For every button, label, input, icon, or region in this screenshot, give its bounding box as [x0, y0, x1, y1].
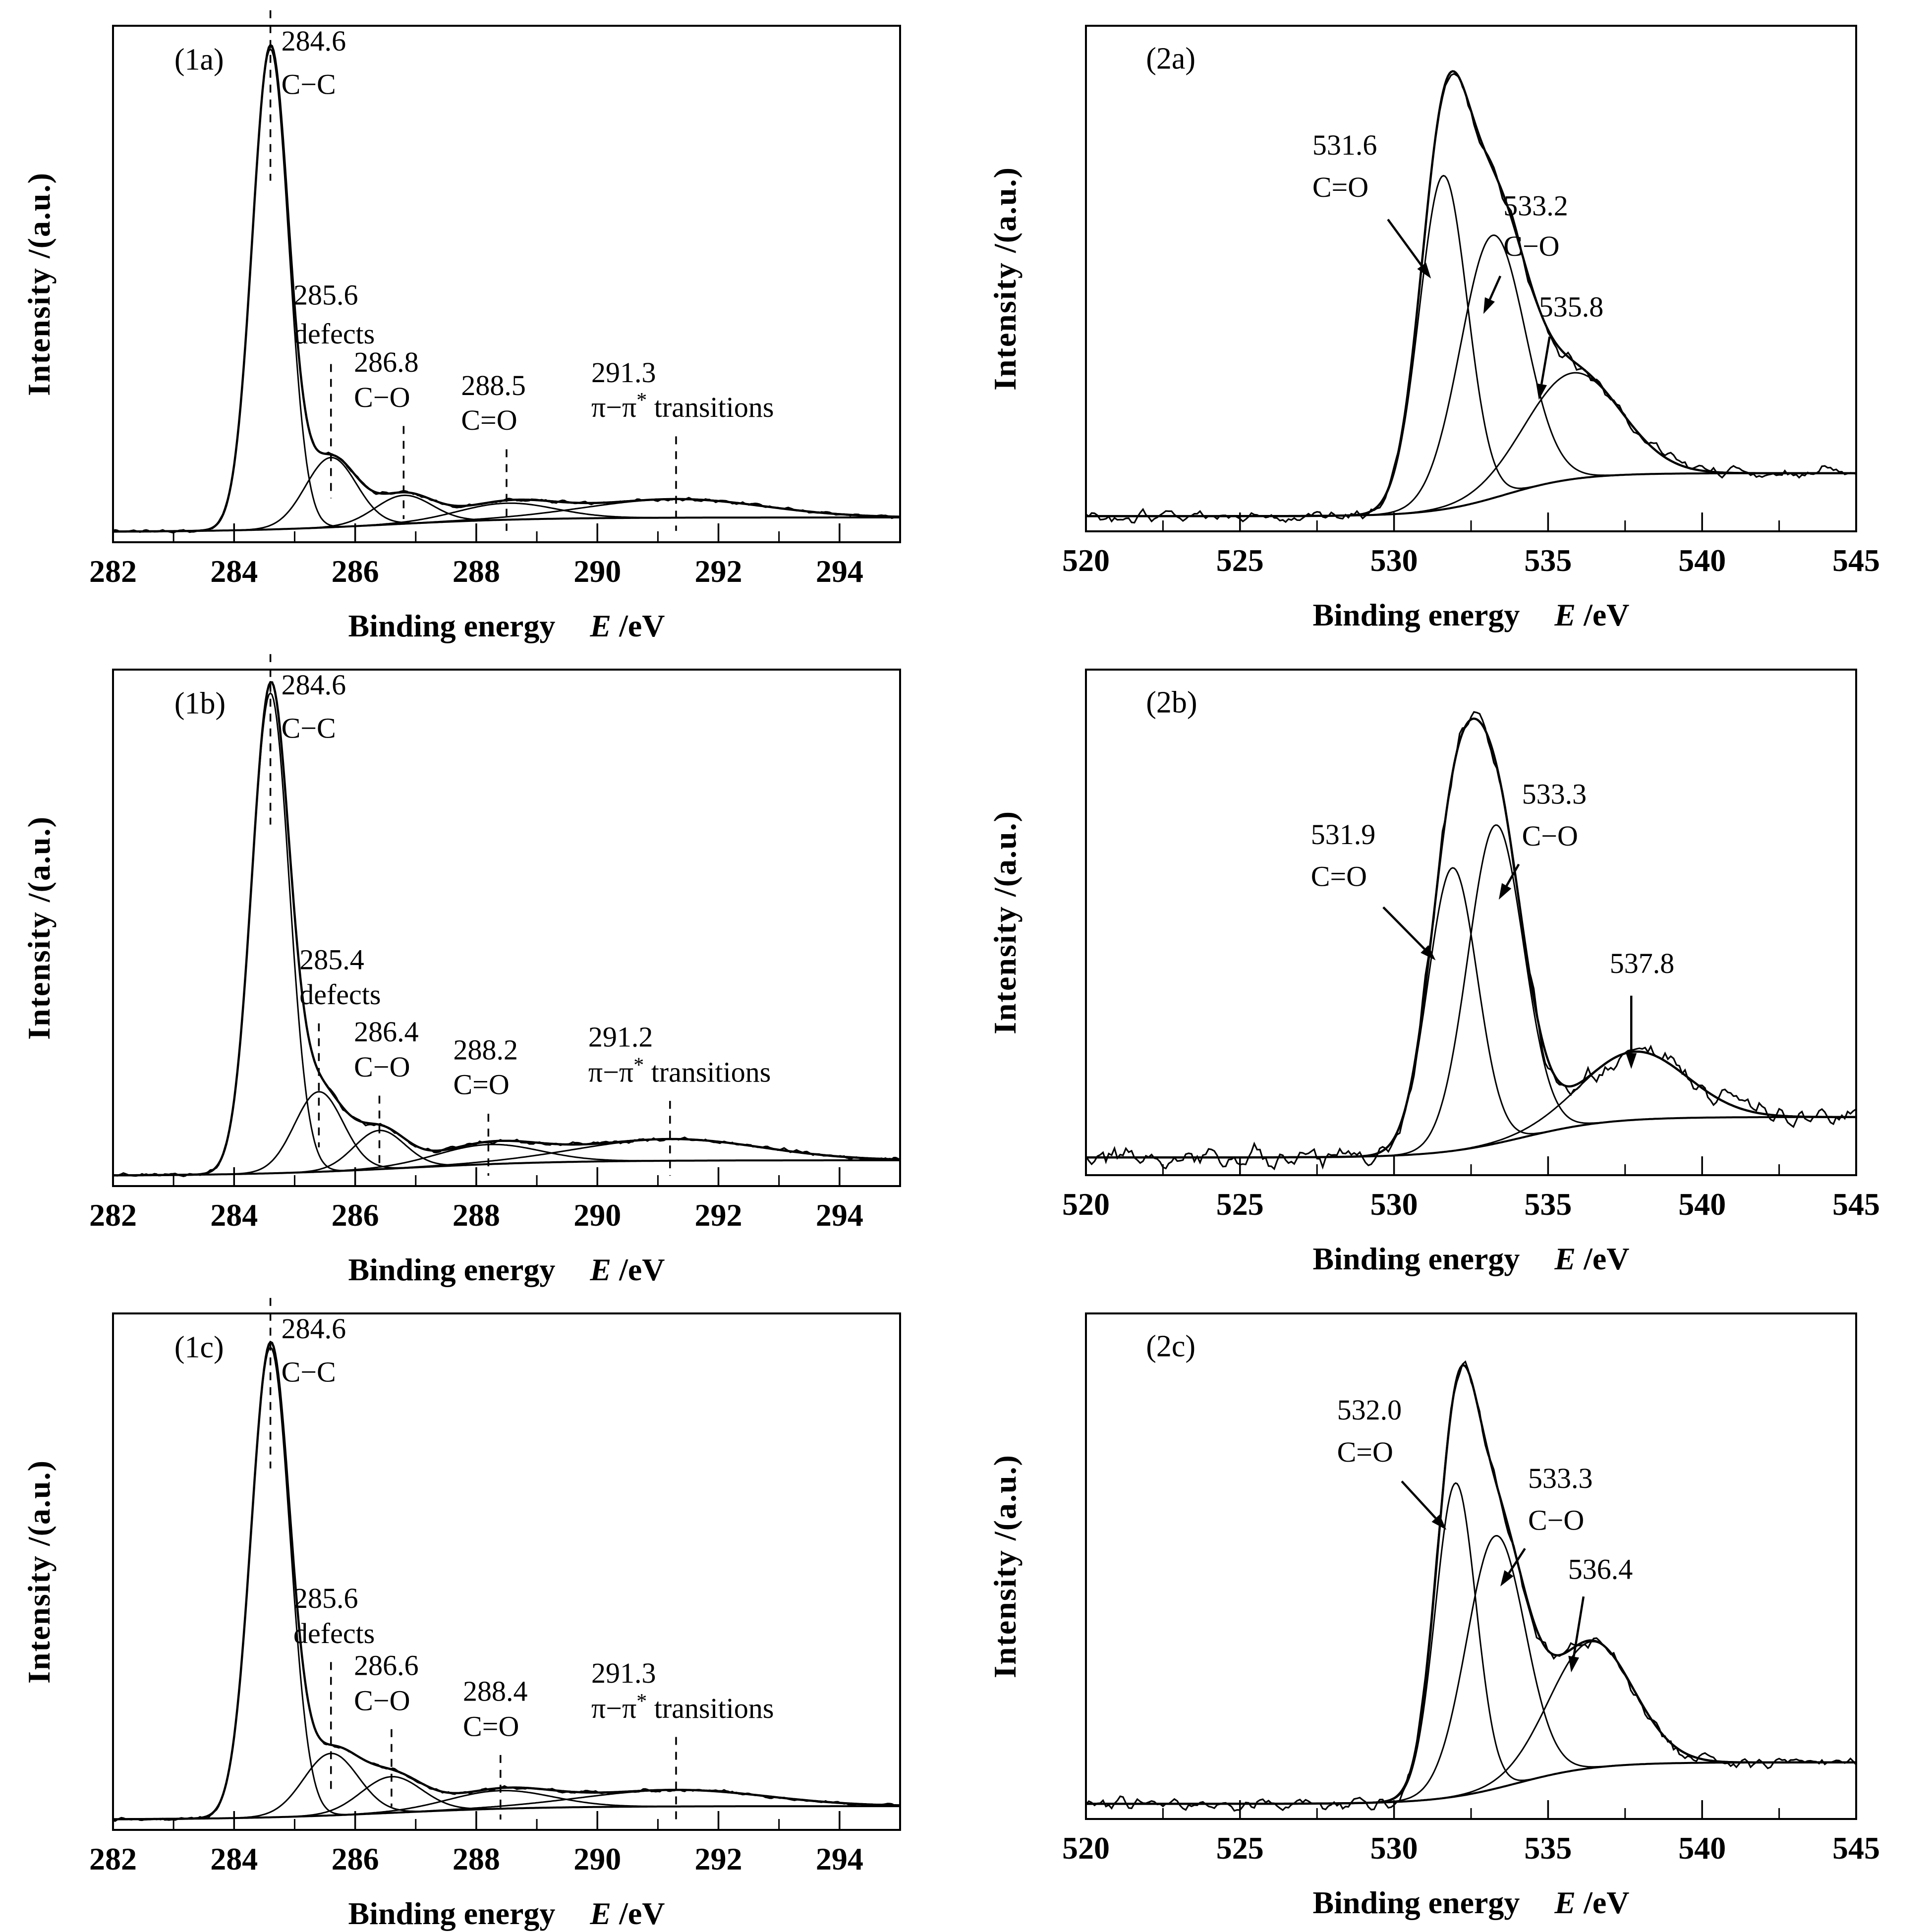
x-tick-label: 535	[1524, 1187, 1572, 1222]
x-tick-label: 286	[331, 1841, 379, 1876]
x-axis-title: Binding energy E /eV	[1312, 1885, 1630, 1920]
peak-binding-energy-label: 531.6	[1312, 129, 1377, 162]
fit-envelope-curve	[1086, 1365, 1856, 1804]
peak-assignment-label: defects	[299, 978, 381, 1011]
x-tick-label: 286	[331, 1197, 379, 1233]
peak-binding-energy-label: 286.4	[354, 1016, 419, 1048]
panel-2b-o1s-spectrum	[966, 644, 1932, 1288]
component-curve	[1086, 1483, 1856, 1804]
peak-binding-energy-label: 291.2	[588, 1021, 653, 1053]
arrowhead	[1536, 383, 1547, 399]
x-axis-title: Binding energy E /eV	[1312, 597, 1630, 632]
component-curve	[1086, 868, 1856, 1157]
fit-envelope-curve	[113, 45, 900, 532]
peak-assignment-label: C−C	[281, 68, 336, 101]
peak-binding-energy-label: 533.3	[1522, 778, 1587, 810]
raw-spectrum-curve	[1086, 74, 1856, 523]
panel-label: (2b)	[1146, 685, 1197, 720]
x-tick-label: 290	[573, 1841, 622, 1876]
peak-binding-energy-label: 286.8	[354, 346, 419, 379]
component-curve	[113, 49, 900, 531]
component-curve	[1086, 1536, 1856, 1804]
raw-spectrum-curve	[1086, 1362, 1856, 1811]
x-tick-label: 520	[1062, 543, 1110, 578]
x-tick-label: 288	[452, 1841, 500, 1876]
peak-binding-energy-label: 531.9	[1310, 818, 1376, 851]
x-tick-label: 284	[210, 554, 258, 589]
peak-binding-energy-label: 284.6	[281, 25, 346, 57]
component-curve	[113, 1790, 900, 1819]
peak-binding-energy-label: 533.3	[1528, 1462, 1593, 1494]
peak-assignment-label: defects	[293, 317, 375, 350]
peak-assignment-label: C−O	[354, 1051, 410, 1083]
peak-assignment-label: C−O	[354, 381, 410, 413]
raw-spectrum-curve	[113, 1342, 900, 1821]
x-tick-label: 282	[89, 1197, 137, 1233]
arrowhead	[1417, 263, 1431, 279]
y-axis-title: Intensity /(a.u.)	[987, 1454, 1023, 1678]
x-tick-label: 545	[1832, 1830, 1880, 1866]
peak-annotation-arrow	[1402, 1481, 1435, 1518]
plot-box	[1086, 1313, 1856, 1819]
y-axis-title: Intensity /(a.u.)	[987, 810, 1023, 1034]
peak-binding-energy-label: 288.4	[463, 1675, 528, 1707]
x-axis-title: Binding energy E /eV	[348, 608, 665, 643]
x-tick-label: 540	[1678, 1187, 1726, 1222]
peak-annotation-arrow	[1383, 907, 1424, 949]
component-curve	[1086, 1052, 1856, 1158]
peak-binding-energy-label: 285.6	[293, 1582, 358, 1614]
peak-assignment-label: C=O	[1337, 1435, 1393, 1468]
component-curve	[1086, 175, 1856, 516]
x-axis-title: Binding energy E /eV	[1312, 1241, 1630, 1276]
x-tick-label: 284	[210, 1197, 258, 1233]
peak-binding-energy-label: 288.5	[461, 369, 526, 402]
peak-assignment-label: C−O	[1503, 230, 1560, 263]
arrowhead	[1626, 1053, 1637, 1069]
x-tick-label: 520	[1062, 1830, 1110, 1866]
baseline-curve	[1086, 473, 1856, 516]
x-tick-label: 292	[694, 1197, 742, 1233]
peak-assignment-label: C−O	[354, 1684, 410, 1717]
y-axis-title: Intensity /(a.u.)	[987, 167, 1023, 391]
fit-envelope-curve	[113, 1342, 900, 1819]
x-tick-label: 530	[1370, 543, 1418, 578]
x-tick-label: 545	[1832, 1187, 1880, 1222]
panel-label: (2a)	[1146, 42, 1196, 76]
peak-binding-energy-label: 284.6	[281, 1312, 346, 1345]
peak-binding-energy-label: 533.2	[1503, 189, 1568, 222]
y-axis-title: Intensity /(a.u.)	[21, 1460, 57, 1684]
peak-binding-energy-label: 284.6	[281, 669, 346, 701]
panel-1c-c1s-spectrum	[0, 1288, 966, 1932]
arrowhead	[1499, 883, 1511, 900]
baseline-curve	[113, 1160, 900, 1175]
peak-assignment-label: C=O	[1310, 860, 1367, 893]
peak-annotation-arrow	[1490, 276, 1500, 299]
peak-assignment-label: C=O	[453, 1068, 510, 1101]
x-tick-label: 292	[694, 554, 742, 589]
arrowhead	[1500, 1570, 1514, 1587]
baseline-curve	[1086, 1762, 1856, 1804]
panel-label: (1a)	[174, 43, 224, 77]
peak-binding-energy-label: 536.4	[1568, 1553, 1633, 1586]
x-axis-title: Binding energy E /eV	[348, 1252, 665, 1287]
x-tick-label: 294	[815, 1841, 863, 1876]
panel-label: (1b)	[174, 686, 226, 721]
x-axis-title: Binding energy E /eV	[348, 1896, 665, 1931]
peak-assignment-label: C−O	[1522, 819, 1578, 852]
peak-assignment-label: π−π* transitions	[588, 1054, 771, 1088]
panel-2c-o1s-spectrum	[966, 1288, 1932, 1932]
x-tick-label: 282	[89, 554, 137, 589]
peak-binding-energy-label: 285.6	[293, 279, 358, 311]
peak-assignment-label: C−C	[281, 712, 336, 744]
x-tick-label: 520	[1062, 1187, 1110, 1222]
component-curve	[113, 1347, 900, 1819]
peak-binding-energy-label: 288.2	[453, 1033, 518, 1066]
x-tick-label: 288	[452, 554, 500, 589]
peak-binding-energy-label: 291.3	[591, 1657, 656, 1690]
peak-assignment-label: π−π* transitions	[591, 389, 774, 423]
x-tick-label: 540	[1678, 543, 1726, 578]
arrowhead	[1483, 297, 1495, 314]
peak-assignment-label: C−C	[281, 1356, 336, 1388]
peak-assignment-label: C−O	[1528, 1504, 1585, 1536]
panel-1a-c1s-spectrum	[0, 0, 966, 644]
peak-annotation-arrow	[1388, 220, 1421, 266]
y-axis-title: Intensity /(a.u.)	[21, 172, 57, 396]
component-curve	[113, 1131, 900, 1176]
raw-spectrum-curve	[113, 682, 900, 1177]
x-tick-label: 290	[573, 554, 622, 589]
x-tick-label: 290	[573, 1197, 622, 1233]
x-tick-label: 530	[1370, 1187, 1418, 1222]
x-tick-label: 545	[1832, 543, 1880, 578]
x-tick-label: 292	[694, 1841, 742, 1876]
x-tick-label: 525	[1216, 1187, 1264, 1222]
panel-1b-c1s-spectrum	[0, 644, 966, 1288]
x-tick-label: 535	[1524, 1830, 1572, 1866]
peak-assignment-label: π−π* transitions	[591, 1690, 774, 1724]
x-tick-label: 294	[815, 1197, 863, 1233]
component-curve	[1086, 1642, 1856, 1804]
peak-binding-energy-label: 286.6	[354, 1649, 419, 1682]
peak-binding-energy-label: 537.8	[1609, 947, 1675, 979]
peak-annotation-arrow	[1574, 1596, 1584, 1656]
fit-envelope-curve	[113, 682, 900, 1175]
x-tick-label: 540	[1678, 1830, 1726, 1866]
panel-label: (2c)	[1146, 1329, 1196, 1364]
x-tick-label: 525	[1216, 1830, 1264, 1866]
x-tick-label: 286	[331, 554, 379, 589]
panel-label: (1c)	[174, 1330, 224, 1364]
y-axis-title: Intensity /(a.u.)	[21, 816, 57, 1040]
x-tick-label: 535	[1524, 543, 1572, 578]
baseline-curve	[1086, 1117, 1856, 1158]
peak-binding-energy-label: 532.0	[1337, 1394, 1402, 1426]
plot-box	[1086, 26, 1856, 531]
raw-spectrum-curve	[1086, 712, 1856, 1169]
peak-assignment-label: C=O	[1312, 170, 1369, 203]
x-tick-label: 288	[452, 1197, 500, 1233]
plot-box	[113, 670, 900, 1186]
x-tick-label: 525	[1216, 543, 1264, 578]
peak-binding-energy-label: 285.4	[299, 943, 364, 976]
x-tick-label: 282	[89, 1841, 137, 1876]
arrowhead	[1568, 1656, 1579, 1672]
peak-annotation-arrow	[1541, 337, 1549, 384]
peak-binding-energy-label: 535.8	[1538, 290, 1604, 323]
peak-annotation-arrow	[1509, 1548, 1525, 1573]
component-curve	[113, 693, 900, 1175]
panel-2a-o1s-spectrum	[966, 0, 1932, 644]
peak-assignment-label: defects	[293, 1617, 375, 1649]
x-tick-label: 294	[815, 554, 863, 589]
peak-assignment-label: C=O	[461, 403, 517, 436]
raw-spectrum-curve	[113, 45, 900, 533]
peak-assignment-label: C=O	[463, 1710, 519, 1743]
x-tick-label: 530	[1370, 1830, 1418, 1866]
component-curve	[1086, 373, 1856, 516]
x-tick-label: 284	[210, 1841, 258, 1876]
peak-binding-energy-label: 291.3	[591, 356, 656, 389]
